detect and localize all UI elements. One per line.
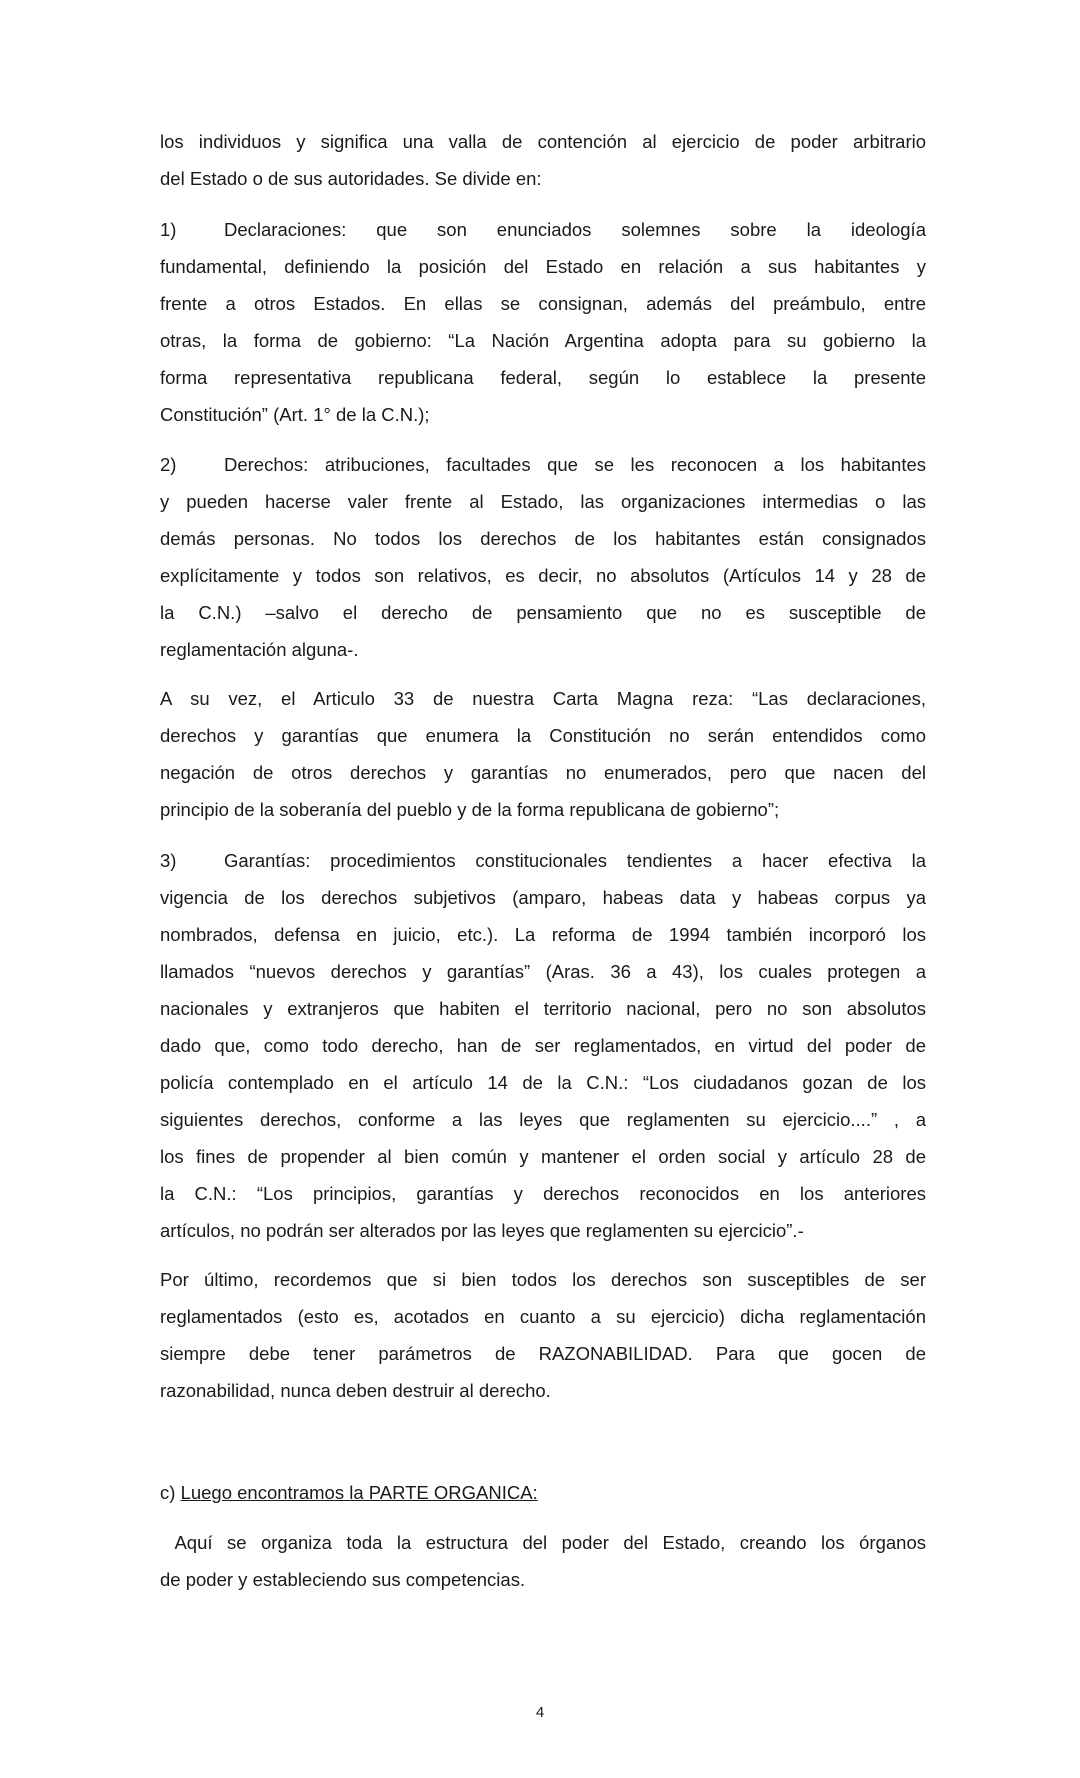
- text-line: negación de otros derechos y garantías no enumerados, pero que nacen del: [160, 762, 926, 783]
- text-line: la C.N.: “Los principios, garantías y derechos reconocidos en los anteriores: [160, 1183, 926, 1204]
- text-line-content: Garantías: procedimientos constitucionales tendientes a hacer efectiva la: [224, 850, 926, 871]
- text-line: [160, 446, 926, 483]
- paragraph: [160, 680, 926, 828]
- text-line: policía contemplado en el artículo 14 de la C.N.: “Los ciudadanos gozan de los: [160, 1072, 926, 1093]
- text-line: los fines de propender al bien común y mantener el orden social y artículo 28 de: [160, 1146, 926, 1167]
- text-line: explícitamente y todos son relativos, es decir, no absolutos (Artículos 14 y 28 de: [160, 565, 926, 586]
- text-line: Constitución” (Art. 1° de la C.N.);: [160, 404, 430, 425]
- text-line: nacionales y extranjeros que habiten el territorio nacional, pero no son absolutos: [160, 998, 926, 1019]
- section-heading: [160, 1474, 538, 1511]
- numbered-paragraph: [160, 211, 926, 433]
- page-number: 4: [535, 1704, 545, 1721]
- text-line: Aquí se organiza toda la estructura del poder del Estado, creando los órganos: [160, 1532, 926, 1553]
- text-line: de poder y estableciendo sus competencias.: [160, 1569, 526, 1590]
- list-number: 1): [160, 219, 177, 240]
- text-line: principio de la soberanía del pueblo y de la forma republicana de gobierno”;: [160, 799, 780, 820]
- text-line: artículos, no podrán ser alterados por las leyes que reglamenten su ejercicio”.-: [160, 1220, 804, 1241]
- list-number: 2): [160, 454, 177, 475]
- text-line: derechos y garantías que enumera la Constitución no serán entendidos como: [160, 725, 926, 746]
- text-line: fundamental, definiendo la posición del Estado en relación a sus habitantes y: [160, 256, 926, 277]
- text-line: nombrados, defensa en juicio, etc.). La reforma de 1994 también incorporó los: [160, 924, 926, 945]
- text-line: razonabilidad, nunca deben destruir al derecho.: [160, 1380, 551, 1401]
- text-line: del Estado o de sus autoridades. Se divide en:: [160, 168, 542, 189]
- text-line: [160, 211, 926, 248]
- text-line: la C.N.) –salvo el derecho de pensamiento que no es susceptible de: [160, 602, 926, 623]
- text-line: siempre debe tener parámetros de RAZONABILIDAD. Para que gocen de: [160, 1343, 926, 1364]
- paragraph: [160, 1261, 926, 1409]
- paragraph: [160, 1524, 926, 1598]
- numbered-paragraph: [160, 842, 926, 1249]
- text-line: siguientes derechos, conforme a las leyes que reglamenten su ejercicio....” , a: [160, 1109, 926, 1130]
- text-line: A su vez, el Articulo 33 de nuestra Carta Magna reza: “Las declaraciones,: [160, 688, 926, 709]
- text-line: los individuos y significa una valla de contención al ejercicio de poder arbitrario: [160, 131, 926, 152]
- text-line: otras, la forma de gobierno: “La Nación Argentina adopta para su gobierno la: [160, 330, 926, 351]
- text-line: frente a otros Estados. En ellas se consignan, además del preámbulo, entre: [160, 293, 926, 314]
- text-line: dado que, como todo derecho, han de ser reglamentados, en virtud del poder de: [160, 1035, 926, 1056]
- numbered-paragraph: [160, 446, 926, 668]
- text-line-content: Declaraciones: que son enunciados solemnes sobre la ideología: [224, 219, 926, 240]
- text-line: Por último, recordemos que si bien todos los derechos son susceptibles de ser: [160, 1269, 926, 1290]
- text-line: reglamentados (esto es, acotados en cuanto a su ejercicio) dicha reglamentación: [160, 1306, 926, 1327]
- text-line: demás personas. No todos los derechos de los habitantes están consignados: [160, 528, 926, 549]
- heading-underlined: Luego encontramos la PARTE ORGANICA:: [180, 1482, 538, 1503]
- list-number: 3): [160, 850, 177, 871]
- text-line: llamados “nuevos derechos y garantías” (Aras. 36 a 43), los cuales protegen a: [160, 961, 926, 982]
- text-line: vigencia de los derechos subjetivos (amparo, habeas data y habeas corpus ya: [160, 887, 926, 908]
- text-line: forma representativa republicana federal, según lo establece la presente: [160, 367, 926, 388]
- text-line: [160, 842, 926, 879]
- text-line: y pueden hacerse valer frente al Estado, las organizaciones intermedias o las: [160, 491, 926, 512]
- text-line-content: Derechos: atribuciones, facultades que se les reconocen a los habitantes: [224, 454, 926, 475]
- heading-prefix: c): [160, 1482, 181, 1503]
- text-line: reglamentación alguna-.: [160, 639, 359, 660]
- paragraph: [160, 123, 926, 197]
